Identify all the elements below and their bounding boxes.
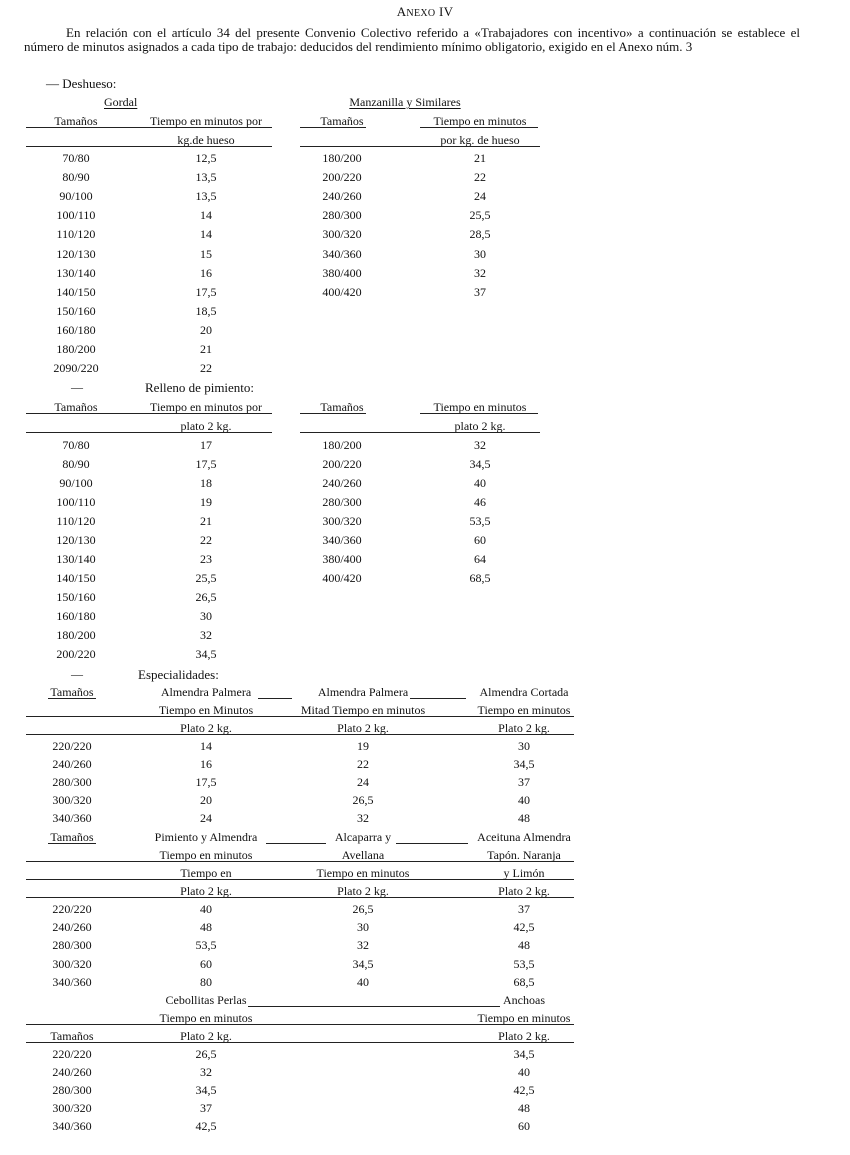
cell-tiempo: 26,5	[195, 590, 217, 604]
cell-tiempo: 21	[200, 342, 212, 356]
cell-tiempo: 26,5	[195, 1047, 217, 1061]
col-header: Tiempo en minutos	[316, 866, 410, 880]
cell-tiempo: 34,5	[195, 647, 217, 661]
col-header-tiempo-unit: kg.de hueso	[177, 133, 235, 147]
cell-tiempo: 17,5	[195, 457, 217, 471]
cell-tiempo: 16	[200, 265, 212, 280]
cell-tiempo: 21	[200, 514, 212, 528]
cell-tiempo: 40	[474, 476, 486, 490]
cell-tiempo: 25,5	[469, 208, 491, 223]
cell-tamano: 180/200	[56, 628, 96, 642]
cell-tiempo: 40	[200, 902, 212, 916]
cell-tamano: 240/260	[322, 189, 362, 204]
cell-tiempo: 15	[200, 246, 212, 261]
cell-tiempo: 16	[200, 757, 212, 771]
header-rule	[26, 716, 574, 717]
cell-tiempo: 24	[200, 811, 212, 825]
col-header: Aceituna Almendra	[477, 830, 571, 844]
header-rule	[300, 146, 540, 147]
cell-tamano: 140/150	[56, 571, 96, 585]
cell-tiempo: 32	[474, 438, 486, 452]
cell-tiempo: 25,5	[195, 571, 217, 585]
cell-tamano: 220/220	[52, 739, 92, 753]
cell-tiempo: 37	[518, 775, 530, 789]
cell-tiempo: 53,5	[469, 514, 491, 528]
cell-tiempo: 18,5	[195, 303, 217, 318]
cell-tiempo: 48	[518, 811, 530, 825]
col-header: Tiempo en minutos	[159, 848, 253, 862]
cell-tiempo: 32	[474, 265, 486, 280]
col-header: Plato 2 kg.	[180, 721, 232, 735]
cell-tiempo: 32	[200, 1065, 212, 1079]
cell-tiempo: 60	[474, 533, 486, 547]
cell-tiempo: 30	[474, 246, 486, 261]
header-rule	[396, 843, 468, 844]
col-header: Cebollitas Perlas	[165, 993, 247, 1007]
relleno-label: Relleno de pimiento:	[145, 380, 255, 395]
header-rule	[26, 879, 574, 880]
cell-tiempo: 22	[357, 757, 369, 771]
col-header-tamanos: Tamaños	[50, 830, 94, 844]
header-rule	[420, 127, 538, 128]
cell-tiempo: 14	[200, 208, 212, 223]
col-header-tiempo-unit: por kg. de hueso	[440, 133, 520, 147]
cell-tamano: 280/300	[52, 938, 92, 953]
col-header: Avellana	[341, 848, 385, 862]
cell-tiempo: 53,5	[513, 956, 535, 971]
col-header: Pimiento y Almendra	[154, 830, 258, 844]
col-header: Mitad Tiempo en minutos	[300, 703, 426, 717]
cell-tiempo: 34,5	[352, 956, 374, 971]
col-header-tamanos: Tamaños	[54, 400, 98, 414]
cell-tamano: 140/150	[56, 284, 96, 299]
cell-tamano: 130/140	[56, 552, 96, 566]
cell-tiempo: 37	[200, 1101, 212, 1115]
header-rule	[26, 127, 272, 128]
col-header-tamanos: Tamaños	[50, 685, 94, 699]
cell-tiempo: 18	[200, 476, 212, 490]
col-header: Almendra Palmera	[317, 685, 409, 699]
cell-tiempo: 20	[200, 322, 212, 337]
col-header: Plato 2 kg.	[498, 721, 550, 735]
cell-tiempo: 34,5	[513, 757, 535, 771]
col-header: Anchoas	[503, 993, 545, 1007]
col-header: Plato 2 kg.	[498, 884, 550, 898]
cell-tamano: 300/320	[52, 956, 92, 971]
col-header: Plato 2 kg.	[180, 1029, 232, 1043]
cell-tiempo: 19	[357, 739, 369, 753]
cell-tiempo: 60	[518, 1119, 530, 1133]
cell-tamano: 340/360	[322, 533, 362, 547]
col-header: Plato 2 kg.	[180, 884, 232, 898]
cell-tamano: 340/360	[52, 811, 92, 825]
deshueso-label: — Deshueso:	[46, 76, 117, 91]
cell-tiempo: 40	[518, 793, 530, 807]
cell-tamano: 80/90	[62, 457, 90, 471]
cell-tiempo: 37	[518, 902, 530, 916]
manzanilla-title: Manzanilla y Similares	[349, 95, 461, 109]
cell-tiempo: 17,5	[195, 284, 217, 299]
header-rule	[300, 413, 366, 414]
header-rule	[26, 432, 272, 433]
cell-tiempo: 19	[200, 495, 212, 509]
col-header-tamanos: Tamaños	[50, 1029, 94, 1043]
relleno-dash: —	[71, 380, 83, 394]
cell-tiempo: 53,5	[195, 938, 217, 953]
cell-tamano: 70/80	[62, 438, 90, 452]
col-header-tiempo: Tiempo en minutos	[433, 114, 527, 128]
cell-tamano: 280/300	[52, 1083, 92, 1097]
cell-tiempo: 37	[474, 284, 486, 299]
cell-tamano: 220/220	[52, 1047, 92, 1061]
cell-tiempo: 24	[357, 775, 369, 789]
cell-tiempo: 17	[200, 438, 212, 452]
cell-tamano: 200/220	[322, 170, 362, 185]
cell-tiempo: 32	[357, 811, 369, 825]
header-rule	[26, 897, 574, 898]
col-header: Tiempo en	[180, 866, 232, 880]
cell-tamano: 120/130	[56, 246, 96, 261]
header-rule	[258, 698, 292, 699]
cell-tamano: 380/400	[322, 552, 362, 566]
header-rule	[266, 843, 326, 844]
cell-tiempo: 64	[474, 552, 486, 566]
cell-tiempo: 48	[200, 920, 212, 935]
cell-tiempo: 40	[518, 1065, 530, 1079]
cell-tamano: 150/160	[56, 590, 96, 604]
cell-tamano: 100/110	[56, 208, 96, 223]
cell-tiempo: 20	[200, 793, 212, 807]
cell-tiempo: 14	[200, 739, 212, 753]
cell-tiempo: 23	[200, 552, 212, 566]
col-header: y Limón	[503, 866, 545, 880]
col-header-tamanos: Tamaños	[54, 114, 98, 128]
gordal-title: Gordal	[104, 95, 138, 109]
cell-tiempo: 32	[357, 938, 369, 953]
cell-tiempo: 17,5	[195, 775, 217, 789]
cell-tamano: 90/100	[59, 476, 93, 490]
cell-tiempo: 32	[200, 628, 212, 642]
cell-tamano: 2090/220	[53, 361, 99, 376]
cell-tamano: 130/140	[56, 265, 96, 280]
cell-tamano: 110/120	[56, 514, 96, 528]
cell-tamano: 80/90	[62, 170, 90, 185]
cell-tamano: 340/360	[52, 974, 92, 989]
cell-tamano: 200/220	[56, 647, 96, 661]
cell-tiempo: 30	[200, 609, 212, 623]
cell-tiempo: 40	[357, 974, 369, 989]
col-header: Tiempo en Minutos	[158, 703, 254, 717]
col-header: Almendra Cortada	[479, 685, 569, 699]
cell-tamano: 90/100	[59, 189, 93, 204]
header-rule	[420, 413, 538, 414]
col-header: Plato 2 kg.	[498, 1029, 550, 1043]
cell-tamano: 280/300	[322, 208, 362, 223]
header-rule	[248, 1006, 500, 1007]
col-header: Plato 2 kg.	[337, 884, 389, 898]
header-rule	[26, 1042, 574, 1043]
header-rule	[300, 127, 366, 128]
cell-tiempo: 26,5	[352, 793, 374, 807]
col-header: Plato 2 kg.	[337, 721, 389, 735]
cell-tamano: 180/200	[56, 342, 96, 356]
cell-tiempo: 60	[200, 956, 212, 971]
cell-tiempo: 42,5	[513, 920, 535, 935]
annex-title: ANEXO IV	[396, 4, 454, 19]
cell-tiempo: 22	[200, 361, 212, 376]
cell-tiempo: 48	[518, 1101, 530, 1115]
cell-tamano: 180/200	[322, 151, 362, 165]
cell-tamano: 280/300	[52, 775, 92, 789]
cell-tamano: 220/220	[52, 902, 92, 916]
header-rule	[48, 843, 96, 844]
cell-tiempo: 28,5	[469, 227, 491, 242]
cell-tiempo: 80	[200, 974, 212, 989]
cell-tiempo: 34,5	[469, 457, 491, 471]
especialidades-label: Especialidades:	[138, 667, 219, 682]
cell-tamano: 70/80	[62, 151, 90, 165]
cell-tiempo: 14	[200, 227, 212, 242]
cell-tamano: 180/200	[322, 438, 362, 452]
cell-tamano: 240/260	[52, 1065, 92, 1079]
cell-tiempo: 42,5	[513, 1083, 535, 1097]
header-rule	[26, 1024, 574, 1025]
col-header-tiempo: Tiempo en minutos	[433, 400, 527, 414]
cell-tiempo: 48	[518, 938, 530, 953]
header-rule	[26, 413, 272, 414]
cell-tamano: 380/400	[322, 265, 362, 280]
cell-tiempo: 24	[474, 189, 486, 204]
col-header: Tiempo en minutos	[477, 1011, 571, 1025]
col-header-tamanos: Tamaños	[320, 400, 364, 414]
cell-tiempo: 13,5	[195, 170, 217, 185]
cell-tamano: 300/320	[52, 793, 92, 807]
cell-tamano: 300/320	[322, 227, 362, 242]
cell-tiempo: 68,5	[469, 571, 491, 585]
cell-tiempo: 46	[474, 495, 486, 509]
col-header-tiempo: Tiempo en minutos por	[150, 114, 262, 128]
cell-tiempo: 13,5	[195, 189, 217, 204]
cell-tamano: 100/110	[56, 495, 96, 509]
cell-tiempo: 21	[474, 151, 486, 165]
header-rule	[26, 861, 574, 862]
cell-tamano: 300/320	[52, 1101, 92, 1115]
cell-tamano: 240/260	[322, 476, 362, 490]
col-header: Almendra Palmera	[160, 685, 252, 699]
cell-tiempo: 22	[200, 533, 212, 547]
cell-tamano: 150/160	[56, 303, 96, 318]
cell-tiempo: 26,5	[352, 902, 374, 916]
cell-tiempo: 68,5	[513, 974, 535, 989]
especialidades-dash: —	[71, 667, 83, 681]
cell-tiempo: 12,5	[195, 151, 217, 165]
cell-tamano: 110/120	[56, 227, 96, 242]
col-header: Tapón. Naranja	[487, 848, 561, 862]
col-header-tiempo-unit: plato 2 kg.	[454, 419, 506, 433]
cell-tiempo: 30	[357, 920, 369, 935]
cell-tamano: 160/180	[56, 322, 96, 337]
cell-tamano: 240/260	[52, 757, 92, 771]
header-rule	[26, 146, 272, 147]
cell-tiempo: 34,5	[513, 1047, 535, 1061]
col-header: Alcaparra y	[334, 830, 392, 844]
col-header-tamanos: Tamaños	[320, 114, 364, 128]
cell-tamano: 240/260	[52, 920, 92, 935]
col-header: Tiempo en minutos	[477, 703, 571, 717]
cell-tamano: 280/300	[322, 495, 362, 509]
header-rule	[300, 432, 540, 433]
cell-tamano: 340/360	[52, 1119, 92, 1133]
cell-tiempo: 34,5	[195, 1083, 217, 1097]
cell-tiempo: 22	[474, 170, 486, 185]
intro-paragraph: En relación con el artículo 34 del presente Convenio Colectivo referido a «Trabajadores con incentivo» a continuación se establece el número de minutos asignados a cada tipo de trabajo: deducidos del rendimiento mínimo obligatorio, exigido en el Anexo núm. 3	[24, 25, 800, 54]
cell-tamano: 160/180	[56, 609, 96, 623]
col-header-tiempo: Tiempo en minutos por	[150, 400, 262, 414]
cell-tamano: 400/420	[322, 571, 362, 585]
cell-tiempo: 42,5	[195, 1119, 217, 1133]
col-header: Tiempo en minutos	[159, 1011, 253, 1025]
cell-tamano: 120/130	[56, 533, 96, 547]
header-rule	[26, 734, 574, 735]
cell-tiempo: 30	[518, 739, 530, 753]
cell-tamano: 200/220	[322, 457, 362, 471]
cell-tamano: 340/360	[322, 246, 362, 261]
header-rule	[48, 698, 96, 699]
header-rule	[410, 698, 466, 699]
col-header-tiempo-unit: plato 2 kg.	[180, 419, 232, 433]
cell-tamano: 300/320	[322, 514, 362, 528]
cell-tamano: 400/420	[322, 284, 362, 299]
